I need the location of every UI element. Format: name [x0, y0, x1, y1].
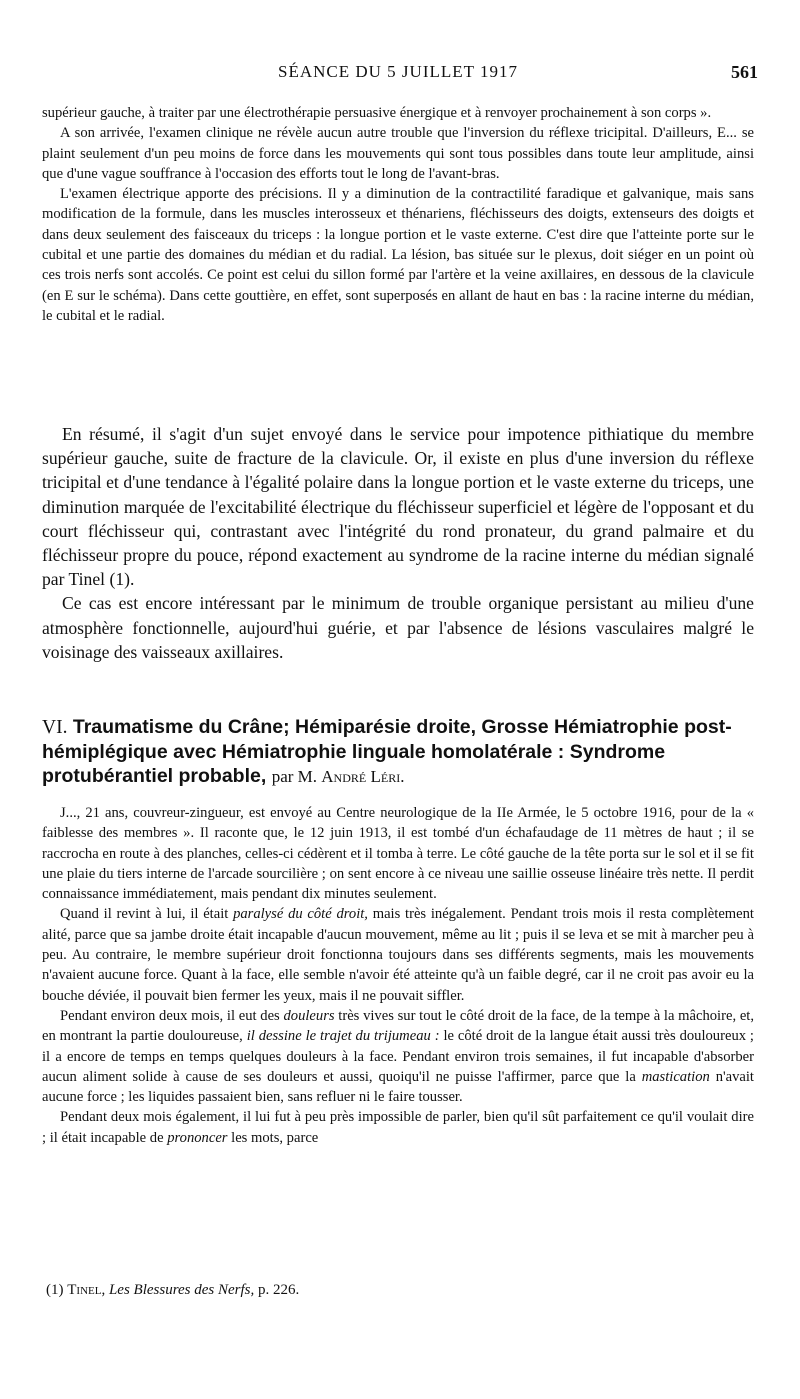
footnote [46, 1280, 746, 1300]
document-page [38, 0, 758, 1399]
intro-paragraph: A son arrivée, l'examen clinique ne révèle aucun autre trouble que l'inversion du réflexe tricipital. D'ailleurs, E... se plaint seulement d'un peu moins de force dans les mouvements qui sont tous possibles dans toute leur amplitude, ainsi que d'une vague souffrance à l'occasion des efforts tout le long de l'avant-bras. [42, 125, 754, 182]
case-paragraph: Quand il revint à lui, il était paralysé du côté droit, mais très inégalement. Pendant trois mois il resta complètement alité, parce que sa jambe droite était incapable d'aucun mouvement, même au lit ; puis il se leva et se mit à marcher peu à peu. Au contraire, le membre supérieur droit fonctionna toujours dans ses différents segments, mais les mouvements n'avaient aucune force. Quant à la face, elle semble n'avoir été atteinte qu'à un faible degré, car il ne croit pas avoir eu la bouche déviée, il pouvait bien fermer les yeux, mais il ne pouvait siffler. [42, 906, 754, 1004]
intro-paragraph: L'examen électrique apporte des précisions. Il y a diminution de la contractilité faradique et galvanique, mais sans modification de la formule, dans les muscles interosseux et thénariens, fléchisseurs des doigts, extenseurs des doigts et dans deux seulement des faisceaux du triceps : la longue portion et le vaste externe. C'est dire que l'atteinte porte sur le cubital et une partie des domaines du médian et du radial. La lésion, bas située sur le plexus, doit siéger en un point où ces trois nerfs sont accolés. Ce point est celui du sillon formé par l'artère et la veine axillaires, en dessous de la clavicule (en E sur le schéma). Dans cette gouttière, en effet, sont superposés en allant de haut en bas : la racine interne du médian, le cubital et le radial. [42, 186, 754, 324]
author-name: André Léri. [321, 767, 405, 786]
summary-paragraph: Ce cas est encore intéressant par le minimum de trouble organique persistant au milieu d'une atmosphère fonctionnelle, aujourd'hui guérie, et par l'absence de lésions vasculaires malgré le voisinage des vaisseaux axillaires. [42, 593, 754, 662]
intro-paragraph: supérieur gauche, à traiter par une électrothérapie persuasive énergique et à renvoyer prochainement à son corps ». [42, 105, 712, 121]
intro-text [42, 103, 754, 326]
case-paragraph: Pendant environ deux mois, il eut des douleurs très vives sur tout le côté droit de la face, de la tempe à la mâchoire, et, en montrant la partie douloureuse, il dessine le trajet du trijumeau : le côté droit de la langue était aussi très douloureux ; il a encore de temps en temps quelques douleurs à la face. Pendant environ trois semaines, il fut incapable d'absorber aucun aliment solide à cause de ses douleurs et aussi, quoiqu'il ne puisse l'affirmer, parce que la mastication n'avait aucune force ; les liquides passaient bien, sans refluer ni le faire tousser. [42, 1007, 755, 1106]
page-number: 561 [731, 62, 758, 82]
running-header [38, 62, 758, 86]
case-report [42, 803, 754, 1148]
footnote-work: Les Blessures des Nerfs, [108, 1282, 255, 1298]
case-paragraph: J..., 21 ans, couvreur-zingueur, est envoyé au Centre neurologique de la IIe Armée, le 5 octobre 1916, pour de la « faiblesse des membres ». Il raconte que, le 12 juin 1913, il est tombé d'un échafaudage de 11 mètres de haut ; il se raccrocha en route à des planches, celles-ci cédèrent et il tomba à terre. Le côté gauche de la tête porta sur le sol et il se fit une plaie du tiers interne de l'arcade sourcilière ; on sent encore à ce niveau une saillie osseuse linéaire très nette. Il perdit connaissance immédiatement, mais pendant dix minutes seulement. [42, 805, 754, 903]
section-author: par M. André Léri. [271, 767, 405, 786]
footnote-page: p. 226. [258, 1282, 300, 1298]
section-numeral: VI. [42, 717, 68, 738]
section-title: Traumatisme du Crâne; Hémiparésie droite, Grosse Hémiatrophie post-hémiplégique avec Hémiatrophie linguale homolatérale : Syndrome protubérantiel probable, [42, 716, 732, 787]
summary-text [42, 422, 754, 664]
footnote-marker: (1) [46, 1282, 64, 1298]
section-heading [42, 715, 754, 789]
summary-paragraph: En résumé, il s'agit d'un sujet envoyé dans le service pour impotence pithiatique du membre supérieur gauche, suite de fracture de la clavicule. Or, il existe en plus d'une inversion du réflexe tricipital et d'une tendance à l'égalité polaire dans la longue portion et le vaste externe du triceps, une diminution marquée de l'excitabilité électrique du fléchisseur superficiel et légère de l'opposant et du court fléchisseur qui, contrastant avec l'intégrité du rond pronateur, du grand palmaire et du fléchisseur propre du pouce, répond exactement au syndrome de la racine interne du médian signalé par Tinel (1). [42, 424, 754, 590]
footnote-author: Tinel, [67, 1282, 106, 1298]
case-paragraph: Pendant deux mois également, il lui fut à peu près impossible de parler, bien qu'il sût parfaitement ce qu'il voulait dire ; il était incapable de prononcer les mots, parce [42, 1109, 754, 1146]
page-header-title: SÉANCE DU 5 JUILLET 1917 [278, 62, 518, 81]
